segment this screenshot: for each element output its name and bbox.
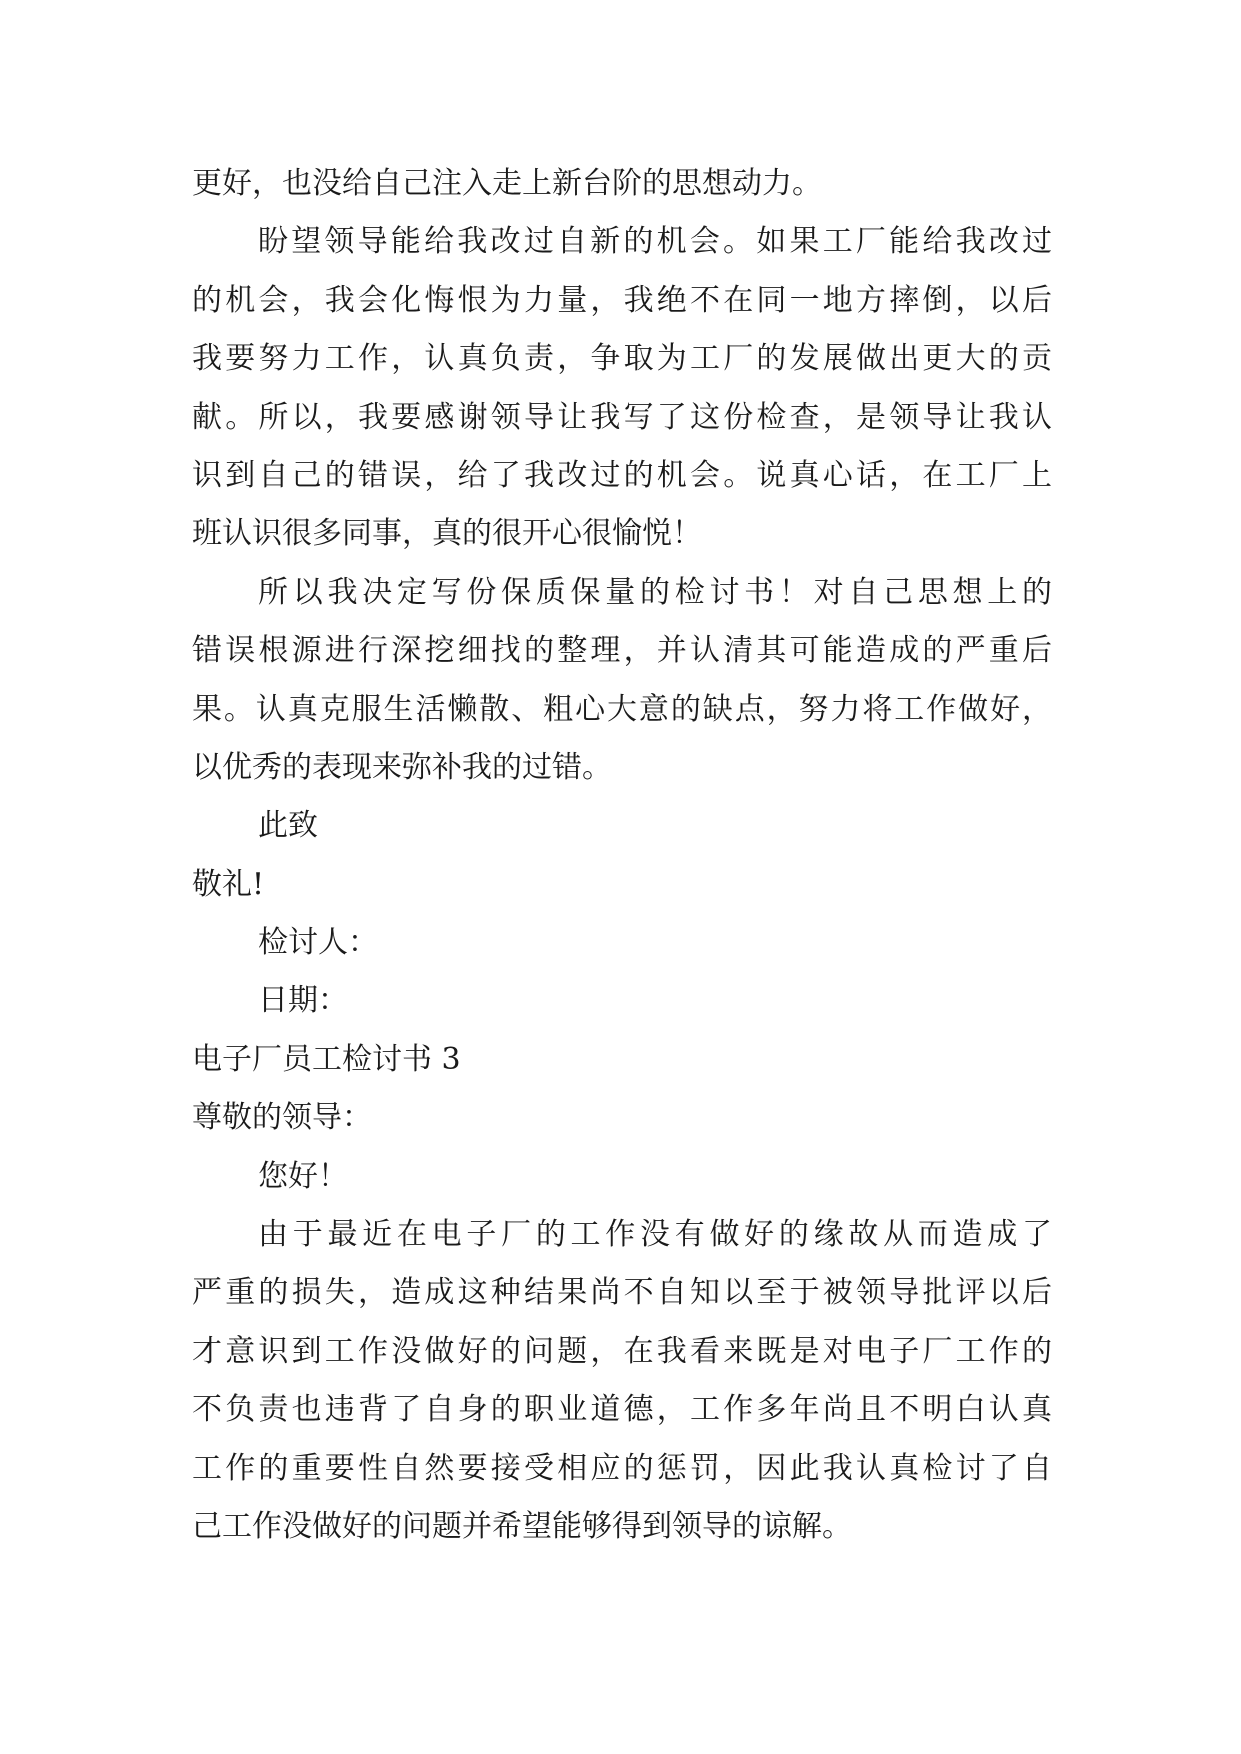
text-line: 识到自己的错误，给了我改过的机会。说真心话，在工厂上 — [192, 457, 1052, 493]
text-line: 的机会，我会化悔恨为力量，我绝不在同一地方摔倒，以后 — [192, 282, 1052, 318]
text-line: 己工作没做好的问题并希望能够得到领导的谅解。 — [192, 1508, 852, 1544]
text-line: 我要努力工作，认真负责，争取为工厂的发展做出更大的贡 — [192, 341, 1052, 377]
document-body — [192, 155, 1052, 1556]
date-label: 日期： — [258, 983, 348, 1019]
greeting-addressee: 尊敬的领导： — [192, 1100, 372, 1136]
text-line: 更好，也没给自己注入走上新台阶的思想动力。 — [192, 166, 822, 201]
closing-regards: 敬礼! — [192, 866, 265, 902]
closing-salutation: 此致 — [258, 808, 318, 844]
paragraph-first-line: 由于最近在电子厂的工作没有做好的缘故从而造成了 — [258, 1217, 1052, 1253]
paragraph-first-line: 所以我决定写份保质保量的检讨书！对自己思想上的 — [258, 574, 1052, 610]
greeting: 您好！ — [258, 1158, 348, 1194]
text-line: 以优秀的表现来弥补我的过错。 — [192, 749, 612, 785]
text-line: 才意识到工作没做好的问题，在我看来既是对电子厂工作的 — [192, 1333, 1052, 1369]
text-line: 献。所以，我要感谢领导让我写了这份检查，是领导让我认 — [192, 399, 1052, 435]
text-line: 班认识很多同事，真的很开心很愉悦！ — [192, 516, 702, 552]
text-line: 错误根源进行深挖细找的整理，并认清其可能造成的严重后 — [192, 633, 1052, 669]
text-line: 不负责也违背了自身的职业道德，工作多年尚且不明白认真 — [192, 1392, 1052, 1428]
section-title: 电子厂员工检讨书 3 — [192, 1041, 461, 1077]
paragraph-first-line: 盼望领导能给我改过自新的机会。如果工厂能给我改过 — [258, 224, 1052, 260]
signature-label: 检讨人： — [258, 925, 378, 961]
text-line: 严重的损失，造成这种结果尚不自知以至于被领导批评以后 — [192, 1275, 1052, 1311]
text-line: 工作的重要性自然要接受相应的惩罚，因此我认真检讨了自 — [192, 1450, 1052, 1486]
text-line: 果。认真克服生活懒散、粗心大意的缺点，努力将工作做好， — [192, 691, 1052, 727]
